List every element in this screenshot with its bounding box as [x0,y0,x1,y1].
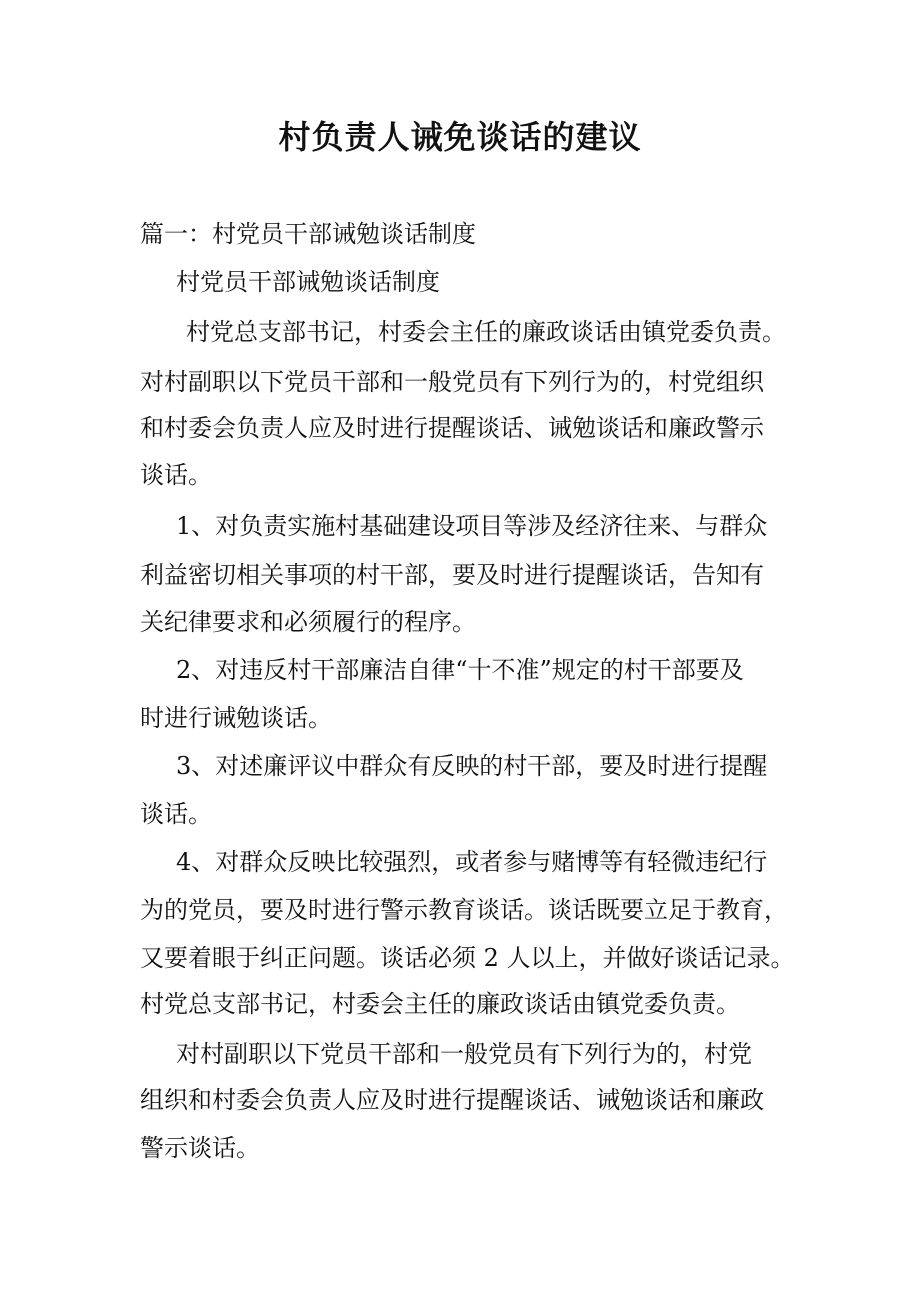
document-title: 村负责人诫免谈话的建议 [278,118,642,156]
paragraph-line: 谈话。 [140,461,212,489]
paragraph-line: 组织和村委会负责人应及时进行提醒谈话、诫勉谈话和廉政 [140,1086,764,1114]
section-heading: 篇一：村党员干部诫勉谈话制度 [140,220,476,248]
list-item-line: 又要着眼于纠正问题。谈话必须 2 人以上，并做好谈话记录。 [140,944,795,972]
paragraph-line: 村党总支部书记，村委会主任的廉政谈话由镇党委负责。 [186,318,786,346]
list-item-line: 4、对群众反映比较强烈，或者参与赌博等有轻微违纪行 [176,848,768,876]
list-item-line: 关纪律要求和必须履行的程序。 [140,608,476,636]
list-item-line: 利益密切相关事项的村干部，要及时进行提醒谈话，告知有 [140,561,764,589]
paragraph-line: 对村副职以下党员干部和一般党员有下列行为的，村党 [176,1040,752,1068]
list-item-line: 谈话。 [140,800,212,828]
list-item-line: 1、对负责实施村基础建设项目等涉及经济往来、与群众 [176,512,768,540]
list-item-line: 时进行诫勉谈话。 [140,704,332,732]
list-item-line: 3、对述廉评议中群众有反映的村干部，要及时进行提醒 [176,752,768,780]
section-subheading: 村党员干部诫勉谈话制度 [176,268,440,296]
paragraph-line: 对村副职以下党员干部和一般党员有下列行为的，村党组织 [140,368,764,396]
paragraph-line: 警示谈话。 [140,1134,260,1162]
paragraph-line: 和村委会负责人应及时进行提醒谈话、诫勉谈话和廉政警示 [140,414,764,442]
list-item-line: 为的党员，要及时进行警示教育谈话。谈话既要立足于教育， [140,896,788,924]
list-item-line: 2、对违反村干部廉洁自律“十不准”规定的村干部要及 [176,656,744,684]
paragraph-line: 村党总支部书记，村委会主任的廉政谈话由镇党委负责。 [140,990,740,1018]
